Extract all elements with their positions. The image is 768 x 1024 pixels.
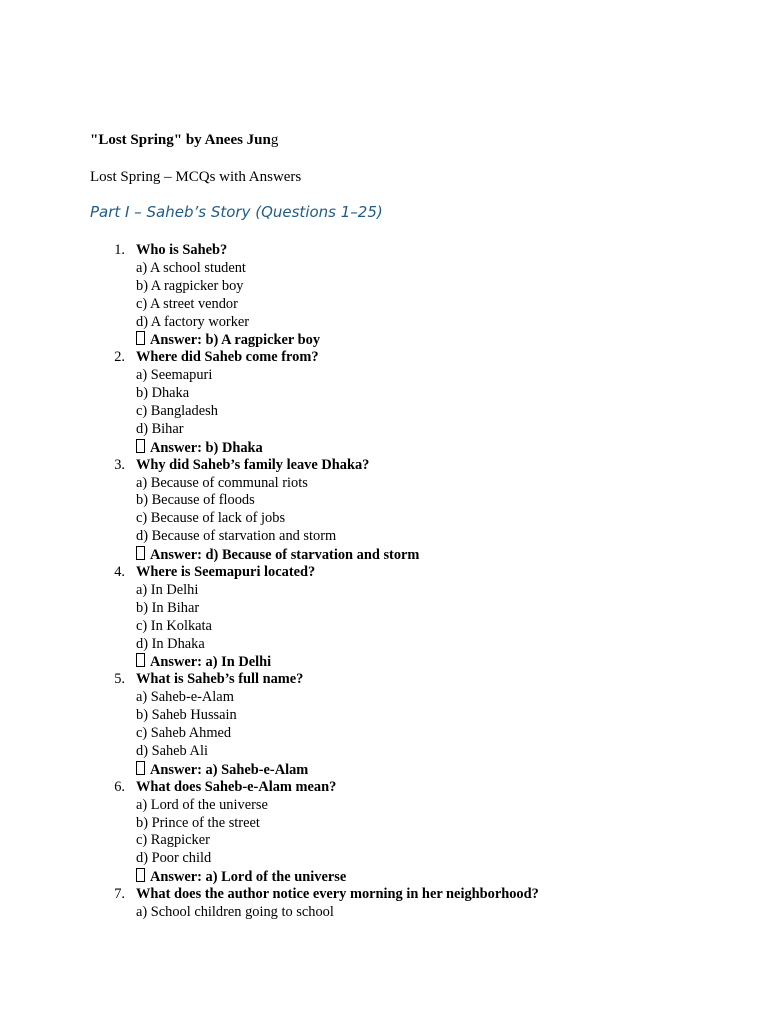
option-line [0, 815, 768, 833]
question-number: 6. [114, 778, 125, 795]
option-line [0, 260, 768, 278]
question-item [0, 779, 768, 886]
question-text: Who is Saheb? [136, 242, 228, 258]
option-line [0, 689, 768, 707]
check-box-icon [136, 653, 145, 667]
question-number: 3. [114, 456, 125, 473]
question-item [0, 564, 768, 671]
answer-line [0, 761, 768, 779]
option-line [0, 367, 768, 385]
option-line [0, 600, 768, 618]
option-line [0, 314, 768, 332]
question-line [0, 457, 768, 475]
option-text: d) A factory worker [136, 313, 250, 330]
answer-line [0, 546, 768, 564]
option-line [0, 582, 768, 600]
question-number: 2. [114, 349, 125, 366]
question-item [0, 886, 768, 922]
option-text: a) Seemapuri [136, 367, 213, 384]
question-item [0, 671, 768, 778]
option-text: d) Saheb Ali [136, 742, 208, 759]
option-text: b) Saheb Hussain [136, 707, 237, 724]
option-text: b) A ragpicker boy [136, 277, 244, 294]
answer-line [0, 439, 768, 457]
question-item [0, 457, 768, 564]
option-text: c) A street vendor [136, 295, 238, 312]
option-line [0, 296, 768, 314]
document-title-main: "Lost Spring" by Anees Jun [90, 132, 271, 148]
check-box-icon [136, 761, 145, 775]
answer-text: Answer: b) A ragpicker boy [150, 332, 321, 349]
answer-line [0, 868, 768, 886]
option-text: c) Because of lack of jobs [136, 510, 286, 527]
question-line [0, 242, 768, 260]
answer-text: Answer: a) Lord of the universe [150, 869, 347, 886]
option-text: b) Prince of the street [136, 814, 260, 831]
question-number: 4. [114, 564, 125, 581]
option-line [0, 492, 768, 510]
option-text: d) Because of starvation and storm [136, 528, 337, 545]
answer-line [0, 653, 768, 671]
question-text: What does Saheb-e-Alam mean? [136, 778, 337, 795]
option-text: b) In Bihar [136, 599, 200, 616]
check-box-icon [136, 868, 145, 882]
answer-text: Answer: a) In Delhi [150, 654, 272, 671]
question-text: What is Saheb’s full name? [136, 671, 304, 688]
option-text: c) Bangladesh [136, 403, 218, 420]
option-line [0, 725, 768, 743]
answer [136, 439, 263, 458]
check-box-icon [136, 439, 145, 453]
question-number: 1. [114, 242, 125, 258]
question-text: Where did Saheb come from? [136, 349, 319, 366]
question-list [0, 242, 768, 922]
question-line [0, 564, 768, 582]
option-text: b) Dhaka [136, 385, 190, 402]
option-line [0, 797, 768, 815]
answer [136, 653, 271, 672]
answer [136, 546, 419, 565]
option-line [0, 618, 768, 636]
option-line [0, 421, 768, 439]
option-text: a) Lord of the universe [136, 796, 268, 813]
answer-line [0, 331, 768, 349]
option-line [0, 403, 768, 421]
answer-text: Answer: b) Dhaka [150, 439, 263, 456]
option-text: a) A school student [136, 259, 246, 276]
check-box-icon [136, 546, 145, 560]
option-text: a) Saheb-e-Alam [136, 689, 234, 706]
option-line [0, 707, 768, 725]
option-text: d) Poor child [136, 850, 212, 867]
answer [136, 761, 308, 780]
option-text: a) Because of communal riots [136, 474, 308, 491]
question-number: 5. [114, 671, 125, 688]
question-text: Why did Saheb’s family leave Dhaka? [136, 456, 370, 473]
option-text: d) Bihar [136, 420, 184, 437]
option-line [0, 510, 768, 528]
question-item [0, 242, 768, 349]
option-line [0, 850, 768, 868]
document-subtitle: Lost Spring – MCQs with Answers [90, 169, 302, 185]
option-text: b) Because of floods [136, 492, 255, 509]
option-text: d) In Dhaka [136, 635, 205, 652]
document-title [90, 131, 278, 149]
option-line [0, 832, 768, 850]
check-box-icon [136, 331, 145, 345]
answer [136, 331, 320, 350]
question-line [0, 779, 768, 797]
option-text: c) In Kolkata [136, 617, 212, 634]
option-line [0, 385, 768, 403]
answer [136, 868, 346, 887]
option-text: c) Saheb Ahmed [136, 725, 232, 742]
section-heading: Part I – Saheb’s Story (Questions 1–25) [90, 203, 383, 221]
option-line [0, 475, 768, 493]
option-line [0, 278, 768, 296]
answer-text: Answer: d) Because of starvation and storm [150, 547, 420, 564]
option-text: a) School children going to school [136, 903, 334, 920]
option-line [0, 904, 768, 922]
question-number: 7. [114, 886, 125, 903]
question-line [0, 671, 768, 689]
question-line [0, 349, 768, 367]
document-title-tail: g [270, 132, 279, 148]
option-line [0, 743, 768, 761]
answer-text: Answer: a) Saheb-e-Alam [150, 761, 309, 778]
option-line [0, 636, 768, 654]
option-line [0, 528, 768, 546]
question-item [0, 349, 768, 456]
option-text: a) In Delhi [136, 581, 199, 598]
question-text: What does the author notice every morning in her neighborhood? [136, 886, 539, 903]
option-text: c) Ragpicker [136, 832, 210, 849]
question-line [0, 886, 768, 904]
question-text: Where is Seemapuri located? [136, 564, 316, 581]
